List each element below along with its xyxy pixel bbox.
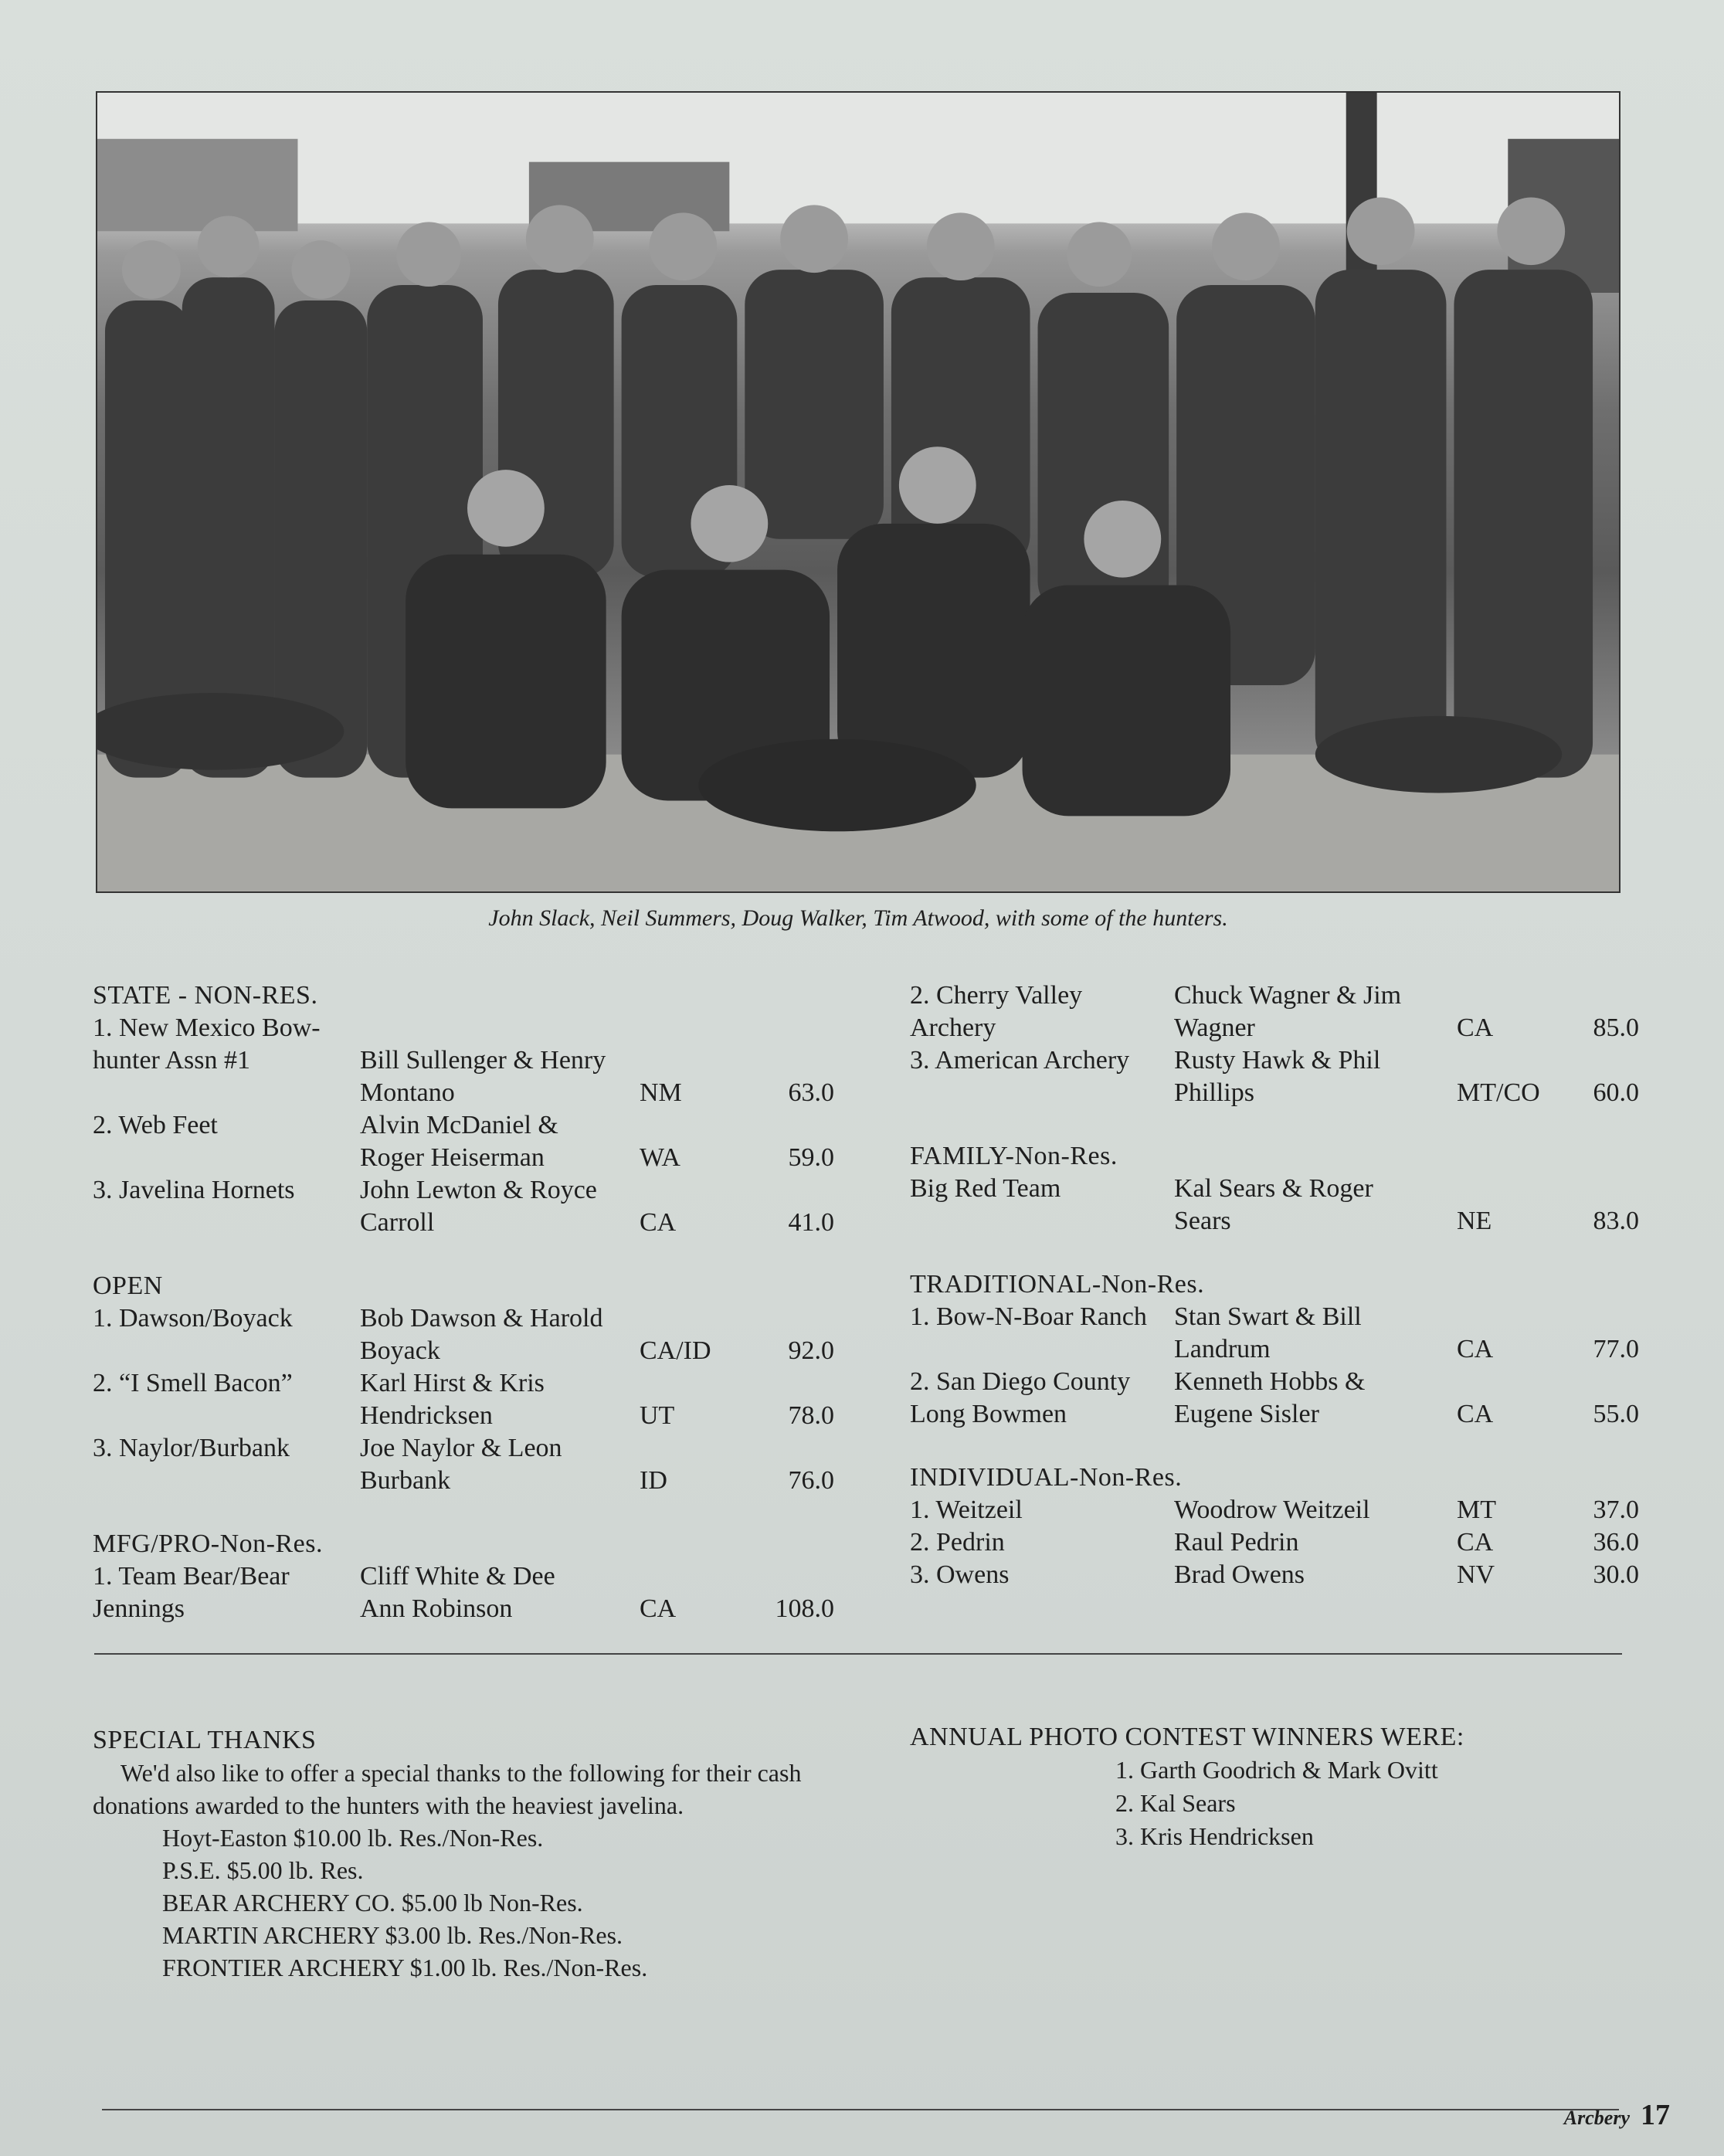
hunter-names: Joe Naylor & Leon Burbank xyxy=(360,1434,562,1495)
state: CA/ID xyxy=(640,1336,711,1365)
donor-line: BEAR ARCHERY CO. $5.00 lb Non-Res. xyxy=(162,1889,583,1917)
donor-line: FRONTIER ARCHERY $1.00 lb. Res./Non-Res. xyxy=(162,1954,648,1981)
contest-winner: 2. Kal Sears xyxy=(1115,1789,1236,1817)
hunter-names: Woodrow Weitzeil xyxy=(1174,1496,1370,1524)
score: 92.0 xyxy=(788,1336,834,1365)
hunter-names: Bill Sullenger & Henry Montano xyxy=(360,1046,606,1107)
page-folio xyxy=(1564,2098,1670,2132)
result-row xyxy=(93,1302,850,1367)
team-name: 1. Dawson/Boyack xyxy=(93,1304,293,1333)
team-name: 2. Cherry Valley Archery xyxy=(910,981,1083,1042)
state: CA xyxy=(1457,1013,1494,1042)
score: 37.0 xyxy=(1593,1496,1639,1524)
team-name: Big Red Team xyxy=(910,1174,1061,1203)
team-name: 3. American Archery xyxy=(910,1046,1130,1075)
team-name: 1. Team Bear/Bear Jennings xyxy=(93,1562,290,1623)
team-name: 3. Naylor/Burbank xyxy=(93,1434,290,1462)
score: 59.0 xyxy=(788,1143,834,1172)
state: CA xyxy=(640,1208,677,1237)
section-gap xyxy=(910,1238,1644,1268)
result-row xyxy=(910,1366,1644,1431)
hunter-names: Kal Sears & Roger Sears xyxy=(1174,1174,1373,1235)
result-row xyxy=(93,1432,850,1497)
results-right-column xyxy=(910,980,1644,1591)
state: CA xyxy=(1457,1335,1494,1363)
section-gap xyxy=(910,1431,1644,1462)
team-name: 2. San Diego County Long Bowmen xyxy=(910,1367,1131,1428)
state: NV xyxy=(1457,1560,1495,1589)
team-name: 1. New Mexico Bow- hunter Assn #1 xyxy=(93,1013,321,1075)
hunter-names: Stan Swart & Bill Landrum xyxy=(1174,1302,1362,1363)
score: 60.0 xyxy=(1593,1078,1639,1107)
donor-line: MARTIN ARCHERY $3.00 lb. Res./Non-Res. xyxy=(162,1921,623,1949)
state: MT/CO xyxy=(1457,1078,1540,1107)
section-gap xyxy=(910,1109,1644,1140)
donor-list xyxy=(93,1822,881,1984)
score: 36.0 xyxy=(1593,1528,1639,1557)
result-row xyxy=(910,1494,1644,1526)
state: MT xyxy=(1457,1496,1496,1524)
score: 63.0 xyxy=(788,1078,834,1107)
state: UT xyxy=(640,1401,675,1430)
score: 78.0 xyxy=(788,1401,834,1430)
hunter-names: John Lewton & Royce Carroll xyxy=(360,1176,597,1237)
special-thanks-title: SPECIAL THANKS xyxy=(93,1726,317,1754)
team-name: 2. “I Smell Bacon” xyxy=(93,1369,293,1397)
results-left-column xyxy=(93,980,850,1625)
photo-contest-title: ANNUAL PHOTO CONTEST WINNERS WERE: xyxy=(910,1723,1464,1751)
special-thanks-block xyxy=(93,1724,881,1984)
hunter-names: Bob Dawson & Harold Boyack xyxy=(360,1304,603,1365)
hunter-names: Kenneth Hobbs & Eugene Sisler xyxy=(1174,1367,1366,1428)
team-name: 3. Owens xyxy=(910,1560,1010,1589)
footer-rule xyxy=(102,2109,1619,2110)
score: 108.0 xyxy=(775,1594,834,1623)
hunter-names: Cliff White & Dee Ann Robinson xyxy=(360,1562,555,1623)
results-section-title: TRADITIONAL-Non-Res. xyxy=(910,1270,1205,1299)
score: 41.0 xyxy=(788,1208,834,1237)
magazine-name: Arcbery xyxy=(1563,2107,1630,2129)
state: NM xyxy=(640,1078,682,1107)
section-divider xyxy=(94,1653,1622,1655)
score: 85.0 xyxy=(1593,1013,1639,1042)
hunter-names: Brad Owens xyxy=(1174,1560,1305,1589)
state: CA xyxy=(640,1594,677,1623)
result-row xyxy=(93,1174,850,1239)
photo-caption: John Slack, Neil Summers, Doug Walker, Tim Atwood, with some of the hunters. xyxy=(488,905,1228,931)
contest-winner: 1. Garth Goodrich & Mark Ovitt xyxy=(1115,1756,1438,1784)
hunter-names: Rusty Hawk & Phil Phillips xyxy=(1174,1046,1381,1107)
score: 77.0 xyxy=(1593,1335,1639,1363)
photo-contest-block xyxy=(910,1721,1605,1853)
results-section-title: FAMILY-Non-Res. xyxy=(910,1142,1118,1170)
result-row xyxy=(910,1173,1644,1238)
hunter-names: Alvin McDaniel & Roger Heiserman xyxy=(360,1111,558,1172)
result-row xyxy=(93,1367,850,1432)
state: WA xyxy=(640,1143,680,1172)
result-row xyxy=(93,1560,850,1625)
contest-winners-list xyxy=(910,1754,1605,1853)
state: CA xyxy=(1457,1400,1494,1428)
page-number: 17 xyxy=(1641,2099,1670,2131)
team-name: 2. Pedrin xyxy=(910,1528,1005,1557)
result-row xyxy=(93,1012,850,1109)
hunter-names: Chuck Wagner & Jim Wagner xyxy=(1174,981,1402,1042)
result-row xyxy=(910,1526,1644,1559)
special-thanks-intro: We'd also like to offer a special thanks to the following for their cash donations awarded to the hunters with the heaviest javelina. xyxy=(93,1759,802,1819)
team-name: 2. Web Feet xyxy=(93,1111,218,1139)
hunter-names: Karl Hirst & Kris Hendricksen xyxy=(360,1369,545,1430)
results-section-title: INDIVIDUAL-Non-Res. xyxy=(910,1463,1183,1492)
score: 30.0 xyxy=(1593,1560,1639,1589)
donor-line: P.S.E. $5.00 lb. Res. xyxy=(162,1856,364,1884)
results-section-title: OPEN xyxy=(93,1272,163,1300)
section-gap xyxy=(93,1497,850,1528)
team-name: 1. Weitzeil xyxy=(910,1496,1023,1524)
results-section-title: STATE - NON-RES. xyxy=(93,981,318,1010)
team-name: 3. Javelina Hornets xyxy=(93,1176,295,1204)
results-section-title: MFG/PRO-Non-Res. xyxy=(93,1530,323,1558)
state: ID xyxy=(640,1466,667,1495)
donor-line: Hoyt-Easton $10.00 lb. Res./Non-Res. xyxy=(162,1824,544,1852)
score: 55.0 xyxy=(1593,1400,1639,1428)
result-row xyxy=(93,1109,850,1174)
contest-winner: 3. Kris Hendricksen xyxy=(1115,1822,1314,1850)
hunter-names: Raul Pedrin xyxy=(1174,1528,1299,1557)
score: 83.0 xyxy=(1593,1207,1639,1235)
team-name: 1. Bow-N-Boar Ranch xyxy=(910,1302,1147,1331)
state: CA xyxy=(1457,1528,1494,1557)
section-gap xyxy=(93,1239,850,1270)
score: 76.0 xyxy=(788,1466,834,1495)
result-row xyxy=(910,1301,1644,1366)
result-row xyxy=(910,1559,1644,1591)
result-row xyxy=(910,980,1644,1044)
state: NE xyxy=(1457,1207,1492,1235)
hunters-photo-illustration xyxy=(97,93,1619,891)
group-photo xyxy=(96,91,1620,893)
result-row xyxy=(910,1044,1644,1109)
